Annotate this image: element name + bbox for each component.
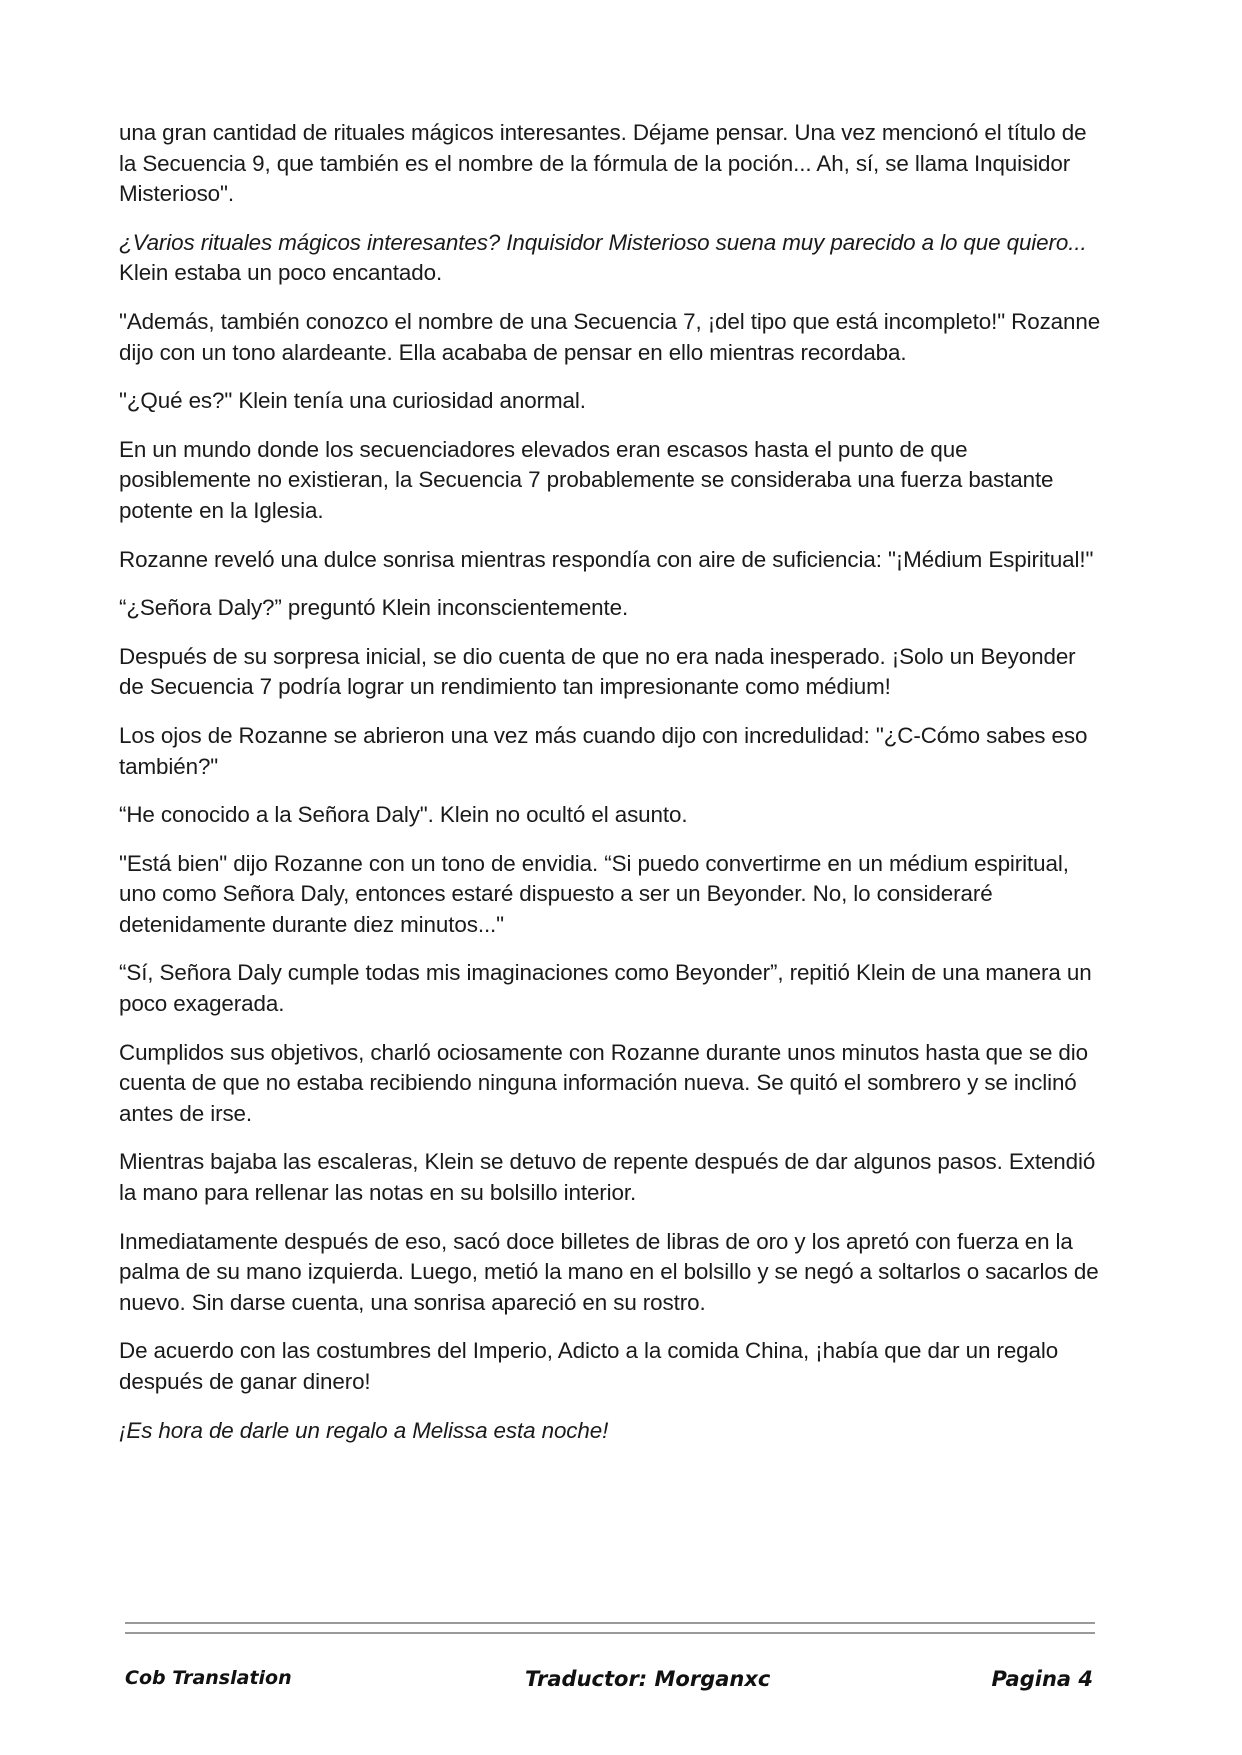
paragraph-text: Mientras bajaba las escaleras, Klein se detuvo de repente después de dar algunos pasos. Extendió la mano para rellenar las notas en su bolsillo interior. (119, 1149, 1096, 1206)
paragraph-italic-text: ¡Es hora de darle un regalo a Melissa esta noche! (119, 1417, 609, 1443)
footer-divider-bottom (125, 1632, 1095, 1634)
paragraph-text: “Sí, Señora Daly cumple todas mis imaginaciones como Beyonder”, repitió Klein de una manera un poco exagerada. (119, 960, 1092, 1017)
page-body (119, 118, 1104, 1464)
paragraph-text: Inmediatamente después de eso, sacó doce billetes de libras de oro y los apretó con fuerza en la palma de su mano izquierda. Luego, metió la mano en el bolsillo y se negó a soltarlos o sacarlos de nuevo. Sin darse cuenta, una sonrisa apareció en su rostro. (119, 1228, 1099, 1315)
paragraph-text: “He conocido a la Señora Daly". Klein no ocultó el asunto. (119, 802, 688, 828)
footer-page-number: Pagina 4 (991, 1667, 1093, 1691)
paragraph-text: Cumplidos sus objetivos, charló ociosamente con Rozanne durante unos minutos hasta que se dio cuenta de que no estaba recibiendo ninguna información nueva. Se quitó el sombrero y se inclinó antes de irse. (119, 1039, 1089, 1126)
paragraph (119, 849, 1104, 941)
paragraph-text: Después de su sorpresa inicial, se dio cuenta de que no era nada inesperado. ¡Solo un Beyonder de Secuencia 7 podría lograr un rendimiento tan impresionante como médium! (119, 643, 1076, 700)
paragraph-text: “¿Señora Daly?” preguntó Klein inconscientemente. (119, 595, 629, 621)
paragraph (119, 545, 1104, 576)
paragraph-text: Rozanne reveló una dulce sonrisa mientras respondía con aire de suficiencia: "¡Médium Espiritual!" (119, 546, 1094, 572)
paragraph (119, 721, 1104, 782)
paragraph-text: "¿Qué es?" Klein tenía una curiosidad anormal. (119, 388, 586, 414)
paragraph (119, 800, 1104, 831)
paragraph (119, 593, 1104, 624)
paragraph-text: Klein estaba un poco encantado. (119, 260, 443, 286)
paragraph (119, 435, 1104, 527)
page-footer (125, 1667, 1095, 1697)
footer-translator: Traductor: Morganxc (525, 1667, 771, 1691)
paragraph (119, 642, 1104, 703)
footer-group-name: Cob Translation (125, 1667, 292, 1689)
paragraph (119, 118, 1104, 210)
paragraph (119, 307, 1104, 368)
paragraph-text: "Además, también conozco el nombre de una Secuencia 7, ¡del tipo que está incompleto!" Rozanne dijo con un tono alardeante. Ella acababa de pensar en ello mientras recordaba. (119, 308, 1101, 365)
paragraph-text: De acuerdo con las costumbres del Imperio, Adicto a la comida China, ¡había que dar un regalo después de ganar dinero! (119, 1338, 1059, 1394)
paragraph-text: una gran cantidad de rituales mágicos interesantes. Déjame pensar. Una vez mencionó el título de la Secuencia 9, que también es el nombre de la fórmula de la poción... Ah, sí, se llama Inquisidor Misterioso". (119, 120, 1087, 207)
paragraph (119, 1038, 1104, 1130)
paragraph (119, 228, 1104, 289)
paragraph (119, 1227, 1104, 1319)
paragraph-text: Los ojos de Rozanne se abrieron una vez más cuando dijo con incredulidad: "¿C-Cómo sabes eso también?" (119, 722, 1088, 779)
paragraph-italic-text: ¿Varios rituales mágicos interesantes? Inquisidor Misterioso suena muy parecido a lo que quiero... (119, 229, 1087, 255)
paragraph-text: En un mundo donde los secuenciadores elevados eran escasos hasta el punto de que posiblemente no existieran, la Secuencia 7 probablemente se consideraba una fuerza bastante potente en la Iglesia. (119, 436, 1054, 523)
paragraph (119, 1147, 1104, 1208)
footer-divider-top (125, 1622, 1095, 1624)
paragraph (119, 1336, 1104, 1397)
paragraph (119, 386, 1104, 417)
paragraph-text: "Está bien" dijo Rozanne con un tono de envidia. “Si puedo convertirme en un médium espiritual, uno como Señora Daly, entonces estaré dispuesto a ser un Beyonder. No, lo consideraré detenidamente durante diez minutos..." (119, 850, 1069, 937)
paragraph (119, 1416, 1104, 1447)
paragraph (119, 958, 1104, 1019)
